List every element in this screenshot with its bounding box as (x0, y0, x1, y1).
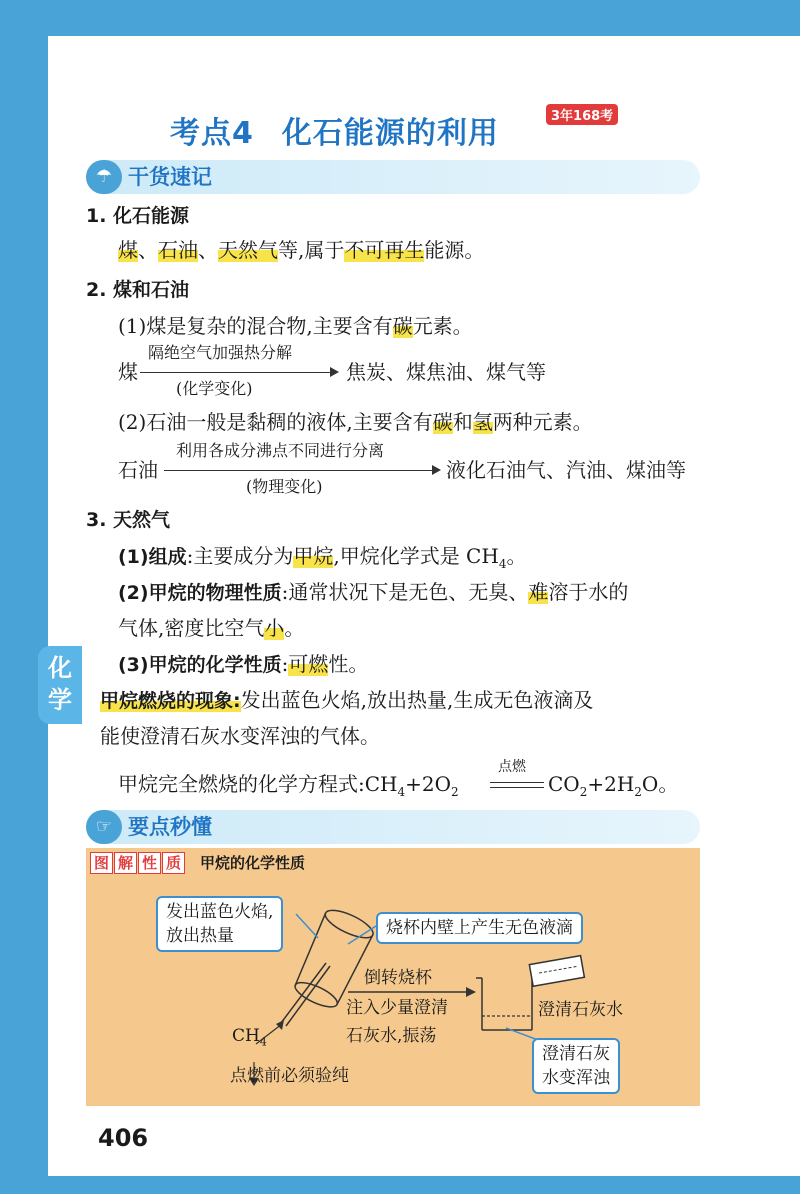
highlight: 甲烷燃烧的现象: (100, 690, 241, 712)
text: 、 (138, 238, 158, 262)
text: :主要成分为 (186, 544, 294, 568)
step-inject: 注入少量澄清 (346, 998, 448, 1018)
page-border-bottom (0, 1176, 800, 1194)
text: 溶于水的 (548, 580, 629, 604)
text: : (281, 652, 289, 676)
text: 发出蓝色火焰,放出热量,生成无色液滴及 (240, 688, 594, 712)
callout-droplets: 烧杯内壁上产生无色液滴 (376, 912, 583, 944)
shaking-beaker (529, 956, 584, 987)
page-border-top (0, 0, 800, 36)
subscript: 4 (397, 785, 406, 799)
title-text: 化石能源的利用 (281, 116, 499, 151)
text-line (118, 312, 473, 340)
text: 。 (506, 544, 527, 568)
text: (2)石油一般是黏稠的液体,主要含有 (118, 410, 433, 434)
gas-label (232, 1024, 267, 1054)
text: :通常状况下是无色、无臭、 (281, 580, 529, 604)
arrow-head (432, 465, 441, 475)
section-label-keypoints: 要点秒懂 (128, 815, 212, 839)
reaction-arrow (164, 470, 434, 471)
callout-line: 水变浑浊 (542, 1068, 610, 1088)
step-invert: 倒转烧杯 (364, 968, 432, 988)
equation-line (118, 770, 459, 806)
reactant-oil: 石油 (118, 458, 158, 482)
arrow-head (330, 367, 339, 377)
text-line (118, 650, 368, 679)
side-tab-char: 化 (48, 654, 72, 682)
item-heading: 3. 天然气 (86, 509, 171, 531)
equation-products (548, 770, 678, 806)
text: 甲烷完全燃烧的化学方程式: (118, 772, 365, 796)
text: ,甲烷化学式是 CH (333, 544, 499, 568)
safety-note: 点燃前必须验纯 (230, 1066, 349, 1086)
gas-tube (281, 963, 326, 1023)
subscript: 2 (451, 785, 459, 799)
tag-char: 解 (114, 852, 137, 874)
formula: +2O (405, 772, 452, 796)
process-arrow-head (466, 987, 476, 997)
callout-line: 澄清石灰 (542, 1044, 610, 1064)
condition-top: 利用各成分沸点不同进行分离 (176, 441, 385, 460)
text: 等,属于 (278, 238, 345, 262)
tag-char: 图 (90, 852, 113, 874)
formula: CH (364, 772, 398, 796)
formula: CO (548, 772, 580, 796)
formula: O。 (641, 772, 679, 796)
exam-count-badge: 3年168考 (546, 104, 618, 125)
highlight: 难 (528, 580, 549, 604)
page-title (170, 108, 499, 152)
tag-char: 质 (162, 852, 185, 874)
reactant-coal: 煤 (118, 360, 138, 384)
highlight: 天然气 (218, 238, 278, 262)
text-line (100, 686, 593, 715)
text: 、 (198, 238, 218, 262)
condition-bottom: (化学变化) (176, 379, 253, 398)
step-shake: 石灰水,振荡 (346, 1026, 437, 1046)
equation-condition: 点燃 (498, 759, 526, 775)
highlight: 石油 (158, 238, 198, 262)
item-heading: 2. 煤和石油 (86, 279, 190, 301)
text-line (118, 542, 526, 578)
text-line: 能使澄清石灰水变浑浊的气体。 (100, 724, 380, 748)
umbrella-icon: ☂ (86, 160, 122, 194)
products-coal: 焦炭、煤焦油、煤气等 (346, 360, 546, 384)
equals-line (490, 787, 544, 788)
text: 元素。 (412, 314, 473, 338)
subscript: 4 (498, 557, 507, 571)
callout-line: 发出蓝色火焰, (166, 902, 274, 922)
condition-top: 隔绝空气加强热分解 (148, 343, 293, 362)
formula: +2H (587, 772, 635, 796)
text: 性。 (328, 652, 369, 676)
diagram-title: 甲烷的化学性质 (200, 854, 306, 872)
highlight: 碳 (432, 410, 453, 434)
item-heading: 1. 化石能源 (86, 205, 190, 227)
tag-char: 性 (138, 852, 161, 874)
sub-heading: (2)甲烷的物理性质 (118, 582, 282, 604)
callout-flame (156, 896, 283, 952)
equals-line (490, 782, 544, 783)
highlight: 可燃 (288, 652, 329, 676)
title-number: 考点4 (170, 116, 254, 151)
highlight: 甲烷 (293, 544, 334, 568)
formula: CH (232, 1026, 260, 1046)
subscript: 4 (259, 1035, 267, 1049)
label-pointer-head (276, 1020, 284, 1030)
condition-bottom: (物理变化) (246, 477, 323, 496)
callout-pointer (296, 914, 318, 938)
text-line (118, 408, 593, 436)
limewater-label: 澄清石灰水 (538, 1000, 623, 1020)
callout-line: 放出热量 (166, 926, 234, 946)
text: 能源。 (424, 238, 485, 262)
side-tab-char: 学 (48, 686, 72, 714)
text: 气体,密度比空气 (118, 616, 265, 640)
text: 两种元素。 (492, 410, 593, 434)
text: 。 (284, 616, 305, 640)
text-line (118, 578, 628, 607)
subscript: 2 (634, 785, 642, 799)
text-line (118, 236, 484, 264)
text: 和 (452, 410, 473, 434)
highlight: 氢 (472, 410, 493, 434)
page-number: 406 (98, 1124, 149, 1152)
highlight: 煤 (118, 238, 138, 262)
subscript: 2 (579, 785, 588, 799)
text: (1)煤是复杂的混合物,主要含有 (118, 314, 393, 338)
highlight: 小 (264, 616, 285, 640)
text-line (118, 614, 304, 642)
products-oil: 液化石油气、汽油、煤油等 (446, 458, 686, 482)
sub-heading: (3)甲烷的化学性质 (118, 654, 282, 676)
callout-turbid (532, 1038, 620, 1094)
section-label-notes: 干货速记 (128, 165, 212, 189)
subject-side-tab (38, 646, 82, 724)
upright-beaker (476, 978, 532, 1030)
page-border-left (0, 0, 48, 1194)
sub-heading: (1)组成 (118, 546, 187, 568)
reaction-arrow (140, 372, 332, 373)
highlight: 碳 (392, 314, 413, 338)
highlight: 不可再生 (344, 238, 425, 262)
gas-tube (286, 966, 330, 1026)
pointing-icon: ☞ (86, 810, 122, 844)
